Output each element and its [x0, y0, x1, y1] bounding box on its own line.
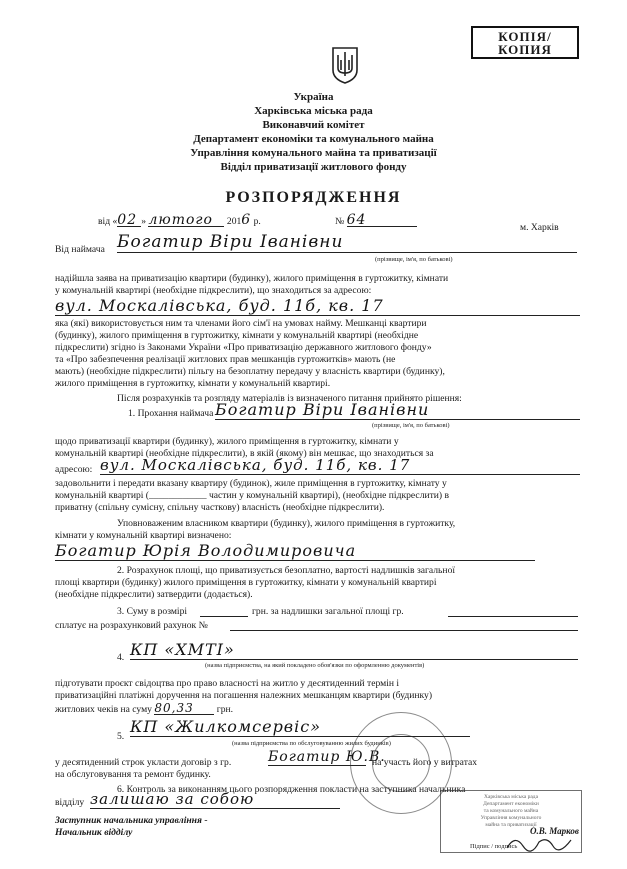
- from-name: Богатир Віри Іванівни: [117, 232, 577, 253]
- copy-stamp-line1: КОПІЯ/: [498, 29, 552, 44]
- para2-line7: Уповноваженим власником квартири (будинку), жилого приміщення в гуртожитку,: [117, 518, 456, 529]
- para2-caption: (прізвище, ім'я, по батькові): [372, 422, 450, 429]
- para4-line1: підготувати проєкт свідоцтва про право власності на житло у десятиденний термін і: [55, 678, 400, 689]
- header-council: Харківська міська рада: [254, 105, 373, 117]
- para3-name-blank: [448, 616, 578, 617]
- para1-line8: жилого приміщення в гуртожитку, кімнати у комунальній квартирі.: [55, 378, 331, 389]
- para2-intro: Після розрахунків та розгляду матеріалів із визначеного питання прийнято рішення:: [117, 393, 462, 404]
- from-label: Від наймача: [55, 244, 105, 255]
- para1-line1: надійшла заява на приватизацію квартири (будинку), жилого приміщення в гуртожитку, кімнати: [55, 273, 449, 284]
- signature-scribble-icon: [505, 832, 575, 854]
- para5-signature-text: залишаю за собою: [90, 790, 340, 809]
- para1-line3: яка (які) використовується ним та членами його сім'ї на умовах найму. Мешканці квартири: [55, 318, 427, 329]
- stamp-sign-label: Підпис / подпись: [470, 843, 518, 850]
- para1-line2: у комунальній квартирі (необхідне підкреслити), що знаходиться за адресою:: [55, 285, 372, 296]
- para3-account-blank: [230, 630, 578, 631]
- copy-stamp: [471, 26, 579, 59]
- para5-item6: 6. Контроль за виконанням цього розпорядження покласти на заступника начальника: [117, 784, 466, 795]
- header-committee: Виконавчий комітет: [262, 119, 365, 131]
- para1-line6: та «Про забезпечення реалізації житлових прав мешканців гуртожитків» мають (не: [55, 354, 396, 365]
- para3-item4: 4.: [117, 652, 125, 663]
- header-department: Департамент економіки та комунального майна: [193, 133, 434, 145]
- para3-caption: (назва підприємства, на який покладено обов'язки по оформленню документів): [205, 662, 425, 669]
- para5-line3: відділу: [55, 797, 85, 808]
- para3-sum-text: грн. за надлишки загальної площі гр.: [252, 606, 404, 617]
- para1-address: вул. Москалівська, буд. 11б, кв. 17: [55, 296, 580, 316]
- header-division: Відділ приватизації житлового фонду: [220, 161, 407, 173]
- para2-line1: щодо приватизації квартири (будинку), жилого приміщення в гуртожитку, кімнати у: [55, 436, 399, 447]
- para2-name: Богатир Віри Іванівни: [215, 400, 580, 420]
- para1-line4: (будинку), жилого приміщення в гуртожитку, кімнати у комунальній квартирі (необхідне: [55, 330, 419, 341]
- para2-line2: комунальній квартирі (необхідне підкреслити), в якій (якому) він мешкає, що знаходиться за: [55, 448, 434, 459]
- para5-line2: на обслуговування та ремонт будинку.: [55, 769, 211, 780]
- para2-address: вул. Москалівська, буд. 11б, кв. 17: [100, 456, 580, 475]
- official-stamp: Харківська міська рада Департамент економіки та комунального майна Управління комунального майна та приватизації: [440, 790, 582, 853]
- copy-stamp-line2: КОПИЯ: [498, 42, 552, 57]
- order-number-value: 64: [347, 214, 417, 227]
- para3-line3: (необхідне підкреслити) затвердити (додається).: [55, 589, 253, 600]
- para3-line1: 2. Розрахунок площі, що приватизується безоплатно, вартості надлишків загальної: [117, 565, 456, 576]
- para1-line7: мають) (необхідне підкреслити) пільгу на безоплатну передачу у власність квартири (будинку),: [55, 366, 445, 377]
- date-month: лютого: [148, 214, 224, 227]
- stamp-signatory: О.В. Марков: [530, 826, 579, 836]
- trident-emblem-icon: [330, 46, 360, 84]
- date-line: від «02 » лютого 2016 р.: [98, 212, 261, 228]
- para4-org: КП «Жилкомсервіс»: [130, 717, 470, 737]
- header-country: Україна: [293, 91, 334, 103]
- date-year: 6: [241, 212, 252, 228]
- para5-line1b: на участь його у витратах: [372, 757, 478, 768]
- para4-caption: (назва підприємства по обслуговуванню жилих будинків): [232, 740, 391, 747]
- footer-role2: Начальник відділу: [55, 827, 133, 838]
- from-caption: (прізвище, ім'я, по батькові): [375, 256, 453, 263]
- para2-line8: кімнати у комунальній квартирі визначено:: [55, 530, 232, 541]
- para3-sum-blank: [200, 616, 248, 617]
- date-day: 02: [117, 214, 141, 227]
- para2-address-label: адресою:: [55, 464, 93, 475]
- para2-line6: приватну (спільну сумісну, спільну часткову) власність (необхідне підкреслити).: [55, 502, 385, 513]
- header-directorate: Управління комунального майна та приватизації: [190, 147, 437, 159]
- document-title: РОЗПОРЯДЖЕННЯ: [225, 189, 402, 206]
- order-number: № 64: [335, 214, 417, 228]
- para3-org: КП «ХМТІ»: [130, 640, 578, 660]
- para4-sum: 80,33: [154, 702, 214, 715]
- para2-owner: Богатир Юрія Володимировича: [55, 541, 535, 561]
- para4-line2: приватизаційні платіжні доручення на погашення належних мешканцям квартири (будинку): [55, 690, 433, 701]
- para5-line1a: у десятиденний строк укласти договір з гр.: [55, 757, 232, 768]
- para2-item1: 1. Прохання наймача: [128, 408, 214, 419]
- para1-line5: підкреслити) згідно із Законами України «Про приватизацію державного житлового фонду»: [55, 342, 432, 353]
- footer-role1: Заступник начальника управління -: [55, 815, 208, 826]
- city: м. Харків: [520, 222, 559, 233]
- para3-account-label: сплатує на розрахунковий рахунок №: [55, 620, 208, 631]
- para3-line2: площі квартири (будинку) жилого приміщення в гуртожитку, кімнати у комунальній квартирі: [55, 577, 437, 588]
- round-seal-inner: [372, 734, 430, 792]
- para4-line3: житлових чеків на суму 80,33 грн.: [55, 701, 234, 715]
- para2-line4: задовольнити і передати вказану квартиру (будинок), жиле приміщення в гуртожитку, кімнату у: [55, 478, 447, 489]
- para2-line5: комунальній квартирі (____________ частин у комунальній квартирі), (необхідне підкреслити) в: [55, 490, 450, 501]
- para5-name: Богатир Ю.В.: [268, 749, 386, 765]
- para3-sum-label: 3. Суму в розмірі: [117, 606, 188, 617]
- para4-item5: 5.: [117, 731, 125, 742]
